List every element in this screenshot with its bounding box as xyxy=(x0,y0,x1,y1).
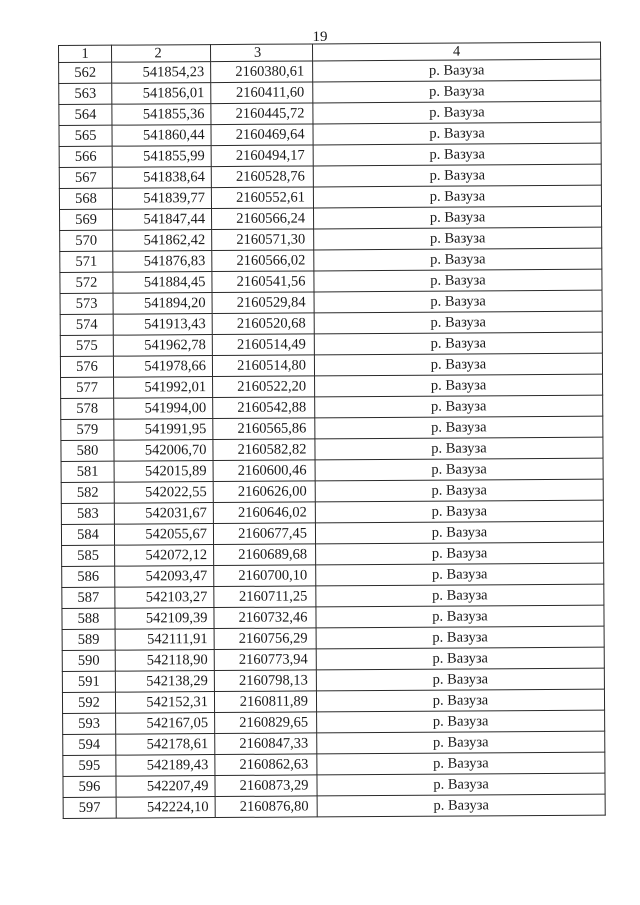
x-coordinate-cell: 542138,29 xyxy=(115,671,214,693)
x-coordinate-cell: 542152,31 xyxy=(115,692,214,714)
y-coordinate-cell: 2160514,49 xyxy=(212,334,314,356)
y-coordinate-cell: 2160711,25 xyxy=(214,586,316,608)
column-header-4: 4 xyxy=(312,42,600,61)
x-coordinate-cell: 541856,01 xyxy=(112,83,211,105)
y-coordinate-cell: 2160773,94 xyxy=(214,649,316,671)
point-number-cell: 594 xyxy=(63,734,116,755)
point-number-cell: 572 xyxy=(60,272,113,293)
x-coordinate-cell: 542224,10 xyxy=(116,797,215,819)
point-number-cell: 580 xyxy=(61,440,114,461)
y-coordinate-cell: 2160542,88 xyxy=(213,397,315,419)
description-cell: р. Вазуза xyxy=(315,500,603,523)
x-coordinate-cell: 541855,99 xyxy=(112,146,211,168)
description-cell: р. Вазуза xyxy=(314,227,602,250)
x-coordinate-cell: 541839,77 xyxy=(112,188,211,210)
description-cell: р. Вазуза xyxy=(315,416,603,439)
y-coordinate-cell: 2160571,30 xyxy=(212,229,314,251)
description-cell: р. Вазуза xyxy=(313,185,601,208)
description-cell: р. Вазуза xyxy=(314,311,602,334)
y-coordinate-cell: 2160646,02 xyxy=(213,502,315,524)
point-number-cell: 564 xyxy=(59,104,112,125)
description-cell: р. Вазуза xyxy=(314,269,602,292)
column-header-3: 3 xyxy=(211,44,313,62)
y-coordinate-cell: 2160494,17 xyxy=(211,145,313,167)
description-cell: р. Вазуза xyxy=(316,542,604,565)
x-coordinate-cell: 542055,67 xyxy=(114,524,213,546)
x-coordinate-cell: 542178,61 xyxy=(116,734,215,756)
x-coordinate-cell: 542022,55 xyxy=(114,482,213,504)
description-cell: р. Вазуза xyxy=(317,710,605,733)
description-cell: р. Вазуза xyxy=(315,395,603,418)
point-number-cell: 586 xyxy=(62,566,115,587)
point-number-cell: 596 xyxy=(63,776,116,797)
description-cell: р. Вазуза xyxy=(313,143,601,166)
point-number-cell: 575 xyxy=(60,335,113,356)
point-number-cell: 584 xyxy=(61,524,114,545)
y-coordinate-cell: 2160756,29 xyxy=(214,628,316,650)
point-number-cell: 582 xyxy=(61,482,114,503)
description-cell: р. Вазуза xyxy=(317,731,605,754)
description-cell: р. Вазуза xyxy=(314,290,602,313)
point-number-cell: 591 xyxy=(62,671,115,692)
x-coordinate-cell: 541913,43 xyxy=(113,314,212,336)
x-coordinate-cell: 542111,91 xyxy=(115,629,214,651)
point-number-cell: 567 xyxy=(59,167,112,188)
description-cell: р. Вазуза xyxy=(317,752,605,775)
y-coordinate-cell: 2160798,13 xyxy=(214,670,316,692)
description-cell: р. Вазуза xyxy=(313,122,601,145)
table-body xyxy=(59,59,606,818)
y-coordinate-cell: 2160600,46 xyxy=(213,460,315,482)
point-number-cell: 563 xyxy=(59,83,112,104)
description-cell: р. Вазуза xyxy=(316,626,604,649)
point-number-cell: 566 xyxy=(59,146,112,167)
description-cell: р. Вазуза xyxy=(317,794,605,817)
y-coordinate-cell: 2160541,56 xyxy=(212,271,314,293)
y-coordinate-cell: 2160847,33 xyxy=(215,733,317,755)
x-coordinate-cell: 541860,44 xyxy=(112,125,211,147)
description-cell: р. Вазуза xyxy=(313,80,601,103)
point-number-cell: 576 xyxy=(60,356,113,377)
y-coordinate-cell: 2160552,61 xyxy=(211,187,313,209)
point-number-cell: 568 xyxy=(59,188,112,209)
point-number-cell: 578 xyxy=(61,398,114,419)
y-coordinate-cell: 2160811,89 xyxy=(214,691,316,713)
x-coordinate-cell: 541862,42 xyxy=(113,230,212,252)
point-number-cell: 588 xyxy=(62,608,115,629)
point-number-cell: 593 xyxy=(63,713,116,734)
point-number-cell: 570 xyxy=(60,230,113,251)
y-coordinate-cell: 2160689,68 xyxy=(214,544,316,566)
description-cell: р. Вазуза xyxy=(316,605,604,628)
x-coordinate-cell: 542189,43 xyxy=(116,755,215,777)
point-number-cell: 577 xyxy=(61,377,114,398)
point-number-cell: 569 xyxy=(60,209,113,230)
x-coordinate-cell: 541876,83 xyxy=(113,251,212,273)
point-number-cell: 562 xyxy=(59,62,112,83)
point-number-cell: 574 xyxy=(60,314,113,335)
x-coordinate-cell: 542103,27 xyxy=(115,587,214,609)
y-coordinate-cell: 2160829,65 xyxy=(215,712,317,734)
point-number-cell: 581 xyxy=(61,461,114,482)
point-number-cell: 565 xyxy=(59,125,112,146)
y-coordinate-cell: 2160565,86 xyxy=(213,418,315,440)
x-coordinate-cell: 542093,47 xyxy=(115,566,214,588)
y-coordinate-cell: 2160528,76 xyxy=(211,166,313,188)
description-cell: р. Вазуза xyxy=(315,458,603,481)
point-number-cell: 590 xyxy=(62,650,115,671)
point-number-cell: 587 xyxy=(62,587,115,608)
description-cell: р. Вазуза xyxy=(316,647,604,670)
x-coordinate-cell: 541854,23 xyxy=(112,62,211,84)
description-cell: р. Вазуза xyxy=(313,101,601,124)
x-coordinate-cell: 542167,05 xyxy=(116,713,215,735)
y-coordinate-cell: 2160520,68 xyxy=(212,313,314,335)
y-coordinate-cell: 2160514,80 xyxy=(212,355,314,377)
x-coordinate-cell: 542031,67 xyxy=(114,503,213,525)
y-coordinate-cell: 2160626,00 xyxy=(213,481,315,503)
description-cell: р. Вазуза xyxy=(315,521,603,544)
x-coordinate-cell: 541962,78 xyxy=(113,335,212,357)
description-cell: р. Вазуза xyxy=(316,668,604,691)
y-coordinate-cell: 2160380,61 xyxy=(211,61,313,83)
y-coordinate-cell: 2160677,45 xyxy=(213,523,315,545)
x-coordinate-cell: 541994,00 xyxy=(114,398,213,420)
y-coordinate-cell: 2160566,02 xyxy=(212,250,314,272)
description-cell: р. Вазуза xyxy=(315,374,603,397)
x-coordinate-cell: 541894,20 xyxy=(113,293,212,315)
y-coordinate-cell: 2160445,72 xyxy=(211,103,313,125)
x-coordinate-cell: 541992,01 xyxy=(114,377,213,399)
description-cell: р. Вазуза xyxy=(314,206,602,229)
point-number-cell: 579 xyxy=(61,419,114,440)
description-cell: р. Вазуза xyxy=(314,353,602,376)
x-coordinate-cell: 542118,90 xyxy=(115,650,214,672)
y-coordinate-cell: 2160566,24 xyxy=(212,208,314,230)
table-row xyxy=(63,794,605,818)
description-cell: р. Вазуза xyxy=(314,248,602,271)
x-coordinate-cell: 541991,95 xyxy=(114,419,213,441)
description-cell: р. Вазуза xyxy=(313,164,601,187)
x-coordinate-cell: 542006,70 xyxy=(114,440,213,462)
page-number: 19 xyxy=(312,29,328,45)
point-number-cell: 583 xyxy=(61,503,114,524)
x-coordinate-cell: 542072,12 xyxy=(115,545,214,567)
description-cell: р. Вазуза xyxy=(316,584,604,607)
y-coordinate-cell: 2160529,84 xyxy=(212,292,314,314)
x-coordinate-cell: 541838,64 xyxy=(112,167,211,189)
y-coordinate-cell: 2160469,64 xyxy=(211,124,313,146)
y-coordinate-cell: 2160411,60 xyxy=(211,82,313,104)
description-cell: р. Вазуза xyxy=(315,437,603,460)
x-coordinate-cell: 541884,45 xyxy=(113,272,212,294)
description-cell: р. Вазуза xyxy=(316,689,604,712)
y-coordinate-cell: 2160876,80 xyxy=(215,796,317,818)
description-cell: р. Вазуза xyxy=(315,479,603,502)
y-coordinate-cell: 2160700,10 xyxy=(214,565,316,587)
y-coordinate-cell: 2160522,20 xyxy=(213,376,315,398)
x-coordinate-cell: 542207,49 xyxy=(116,776,215,798)
column-header-1: 1 xyxy=(59,45,112,62)
point-number-cell: 571 xyxy=(60,251,113,272)
y-coordinate-cell: 2160582,82 xyxy=(213,439,315,461)
x-coordinate-cell: 541978,66 xyxy=(113,356,212,378)
point-number-cell: 595 xyxy=(63,755,116,776)
y-coordinate-cell: 2160862,63 xyxy=(215,754,317,776)
point-number-cell: 573 xyxy=(60,293,113,314)
y-coordinate-cell: 2160732,46 xyxy=(214,607,316,629)
coordinates-table xyxy=(58,42,606,819)
x-coordinate-cell: 541855,36 xyxy=(112,104,211,126)
description-cell: р. Вазуза xyxy=(314,332,602,355)
point-number-cell: 589 xyxy=(62,629,115,650)
description-cell: р. Вазуза xyxy=(313,59,601,82)
point-number-cell: 585 xyxy=(62,545,115,566)
x-coordinate-cell: 542015,89 xyxy=(114,461,213,483)
point-number-cell: 597 xyxy=(63,797,116,818)
point-number-cell: 592 xyxy=(62,692,115,713)
y-coordinate-cell: 2160873,29 xyxy=(215,775,317,797)
description-cell: р. Вазуза xyxy=(316,563,604,586)
column-header-2: 2 xyxy=(112,45,211,63)
x-coordinate-cell: 542109,39 xyxy=(115,608,214,630)
x-coordinate-cell: 541847,44 xyxy=(113,209,212,231)
description-cell: р. Вазуза xyxy=(317,773,605,796)
